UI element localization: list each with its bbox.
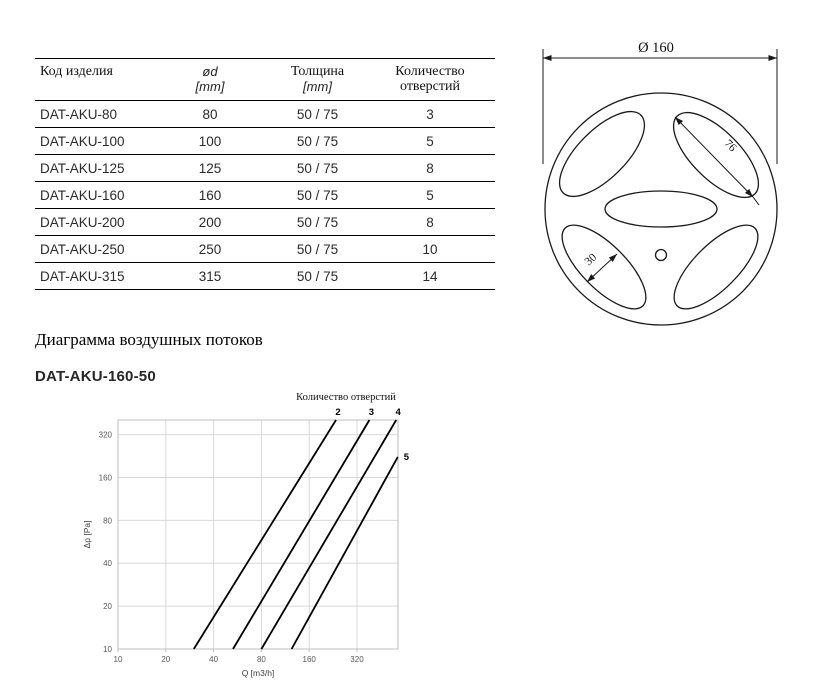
table-row [35,263,495,290]
cell-code: DAT-AKU-160 [35,182,150,209]
cell-thickness: 50 / 75 [270,182,365,209]
chart-plot-border [118,420,398,649]
chart-y-tick-label: 320 [98,430,112,440]
chart-y-tick-label: 10 [103,645,112,654]
cell-holes: 14 [365,263,495,290]
col-header-thickness-label: Толщина [290,64,345,79]
hole-ellipse-upper-right [660,99,772,211]
product-table-wrap [35,58,495,290]
cell-thickness: 50 / 75 [270,236,365,263]
chart-curve-4 [261,420,396,649]
chart-title: Количество отверстий [296,392,396,403]
chart-curve-3 [233,420,369,649]
chart-x-tick-label: 40 [209,655,219,664]
chart-x-tick-label: 80 [256,655,266,664]
disc-outline [545,93,777,325]
chart-curve-2 [194,420,336,649]
col-header-holes-label2: отверстий [400,79,460,94]
airflow-chart [80,385,425,685]
table-row [35,209,495,236]
cell-diameter: 100 [150,128,270,155]
chart-curve-label-2: 2 [335,407,341,418]
chart-curve-label-4: 4 [395,407,401,418]
hole-ellipse-upper-left [546,98,658,210]
cell-thickness: 50 / 75 [270,128,365,155]
cell-diameter: 250 [150,236,270,263]
chart-y-tick-label: 40 [103,559,112,569]
hole-ellipse-lower-left [550,213,659,322]
table-row [35,101,495,128]
cell-thickness: 50 / 75 [270,101,365,128]
cell-diameter: 200 [150,209,270,236]
chart-x-tick-label: 320 [350,655,364,664]
chart-x-axis-label: Q [m3/h] [241,668,275,678]
col-header-diameter [150,59,270,101]
chart-y-axis-label: Δp [Pa] [82,520,92,549]
cell-holes: 5 [365,182,495,209]
col-header-thickness [270,59,365,101]
col-header-diameter-unit: [mm] [195,79,225,94]
chart-curve-label-3: 3 [368,407,375,418]
chart-curve-5 [292,457,398,649]
product-table [35,58,495,290]
chart-x-tick-label: 160 [302,655,316,664]
col-header-diameter-label: ød [202,64,218,79]
cell-diameter: 125 [150,155,270,182]
cell-code: DAT-AKU-315 [35,263,150,290]
cell-code: DAT-AKU-125 [35,155,150,182]
cell-holes: 5 [365,128,495,155]
cell-diameter: 80 [150,101,270,128]
table-row [35,182,495,209]
col-header-code-label: Код изделия [40,64,113,79]
cell-holes: 10 [365,236,495,263]
hole-ellipse-center [605,191,717,227]
table-row [35,128,495,155]
cell-thickness: 50 / 75 [270,209,365,236]
chart-x-tick-label: 20 [161,655,171,664]
cell-code: DAT-AKU-80 [35,101,150,128]
center-pilot-hole [656,250,667,261]
major-axis-dimension-label: 76 [721,137,739,155]
hole-ellipse-lower-right [662,213,771,322]
cell-holes: 8 [365,155,495,182]
major-axis-dimension-tail [753,197,759,205]
col-header-code [35,59,150,101]
col-header-thickness-unit: [mm] [303,79,332,94]
cell-holes: 3 [365,101,495,128]
cell-code: DAT-AKU-200 [35,209,150,236]
cell-code: DAT-AKU-250 [35,236,150,263]
chart-curve-label-5: 5 [403,451,410,463]
model-label: DAT-AKU-160-50 [35,368,156,385]
col-header-holes [365,59,495,101]
minor-axis-dimension-label: 30 [582,251,600,269]
cell-thickness: 50 / 75 [270,155,365,182]
chart-x-tick-label: 10 [113,655,123,664]
diameter-dimension-label: Ø 160 [638,40,674,56]
chart-y-tick-label: 160 [98,473,112,483]
section-title: Диаграмма воздушных потоков [35,330,263,349]
table-header-row [35,59,495,101]
cell-thickness: 50 / 75 [270,263,365,290]
airflow-chart-wrap [80,385,425,690]
cell-holes: 8 [365,209,495,236]
cell-diameter: 160 [150,182,270,209]
table-row [35,236,495,263]
technical-drawing [520,0,823,350]
cell-diameter: 315 [150,263,270,290]
col-header-holes-label: Количество [395,64,465,79]
chart-y-tick-label: 80 [103,516,112,526]
table-row [35,155,495,182]
cell-code: DAT-AKU-100 [35,128,150,155]
chart-y-tick-label: 20 [103,602,112,612]
